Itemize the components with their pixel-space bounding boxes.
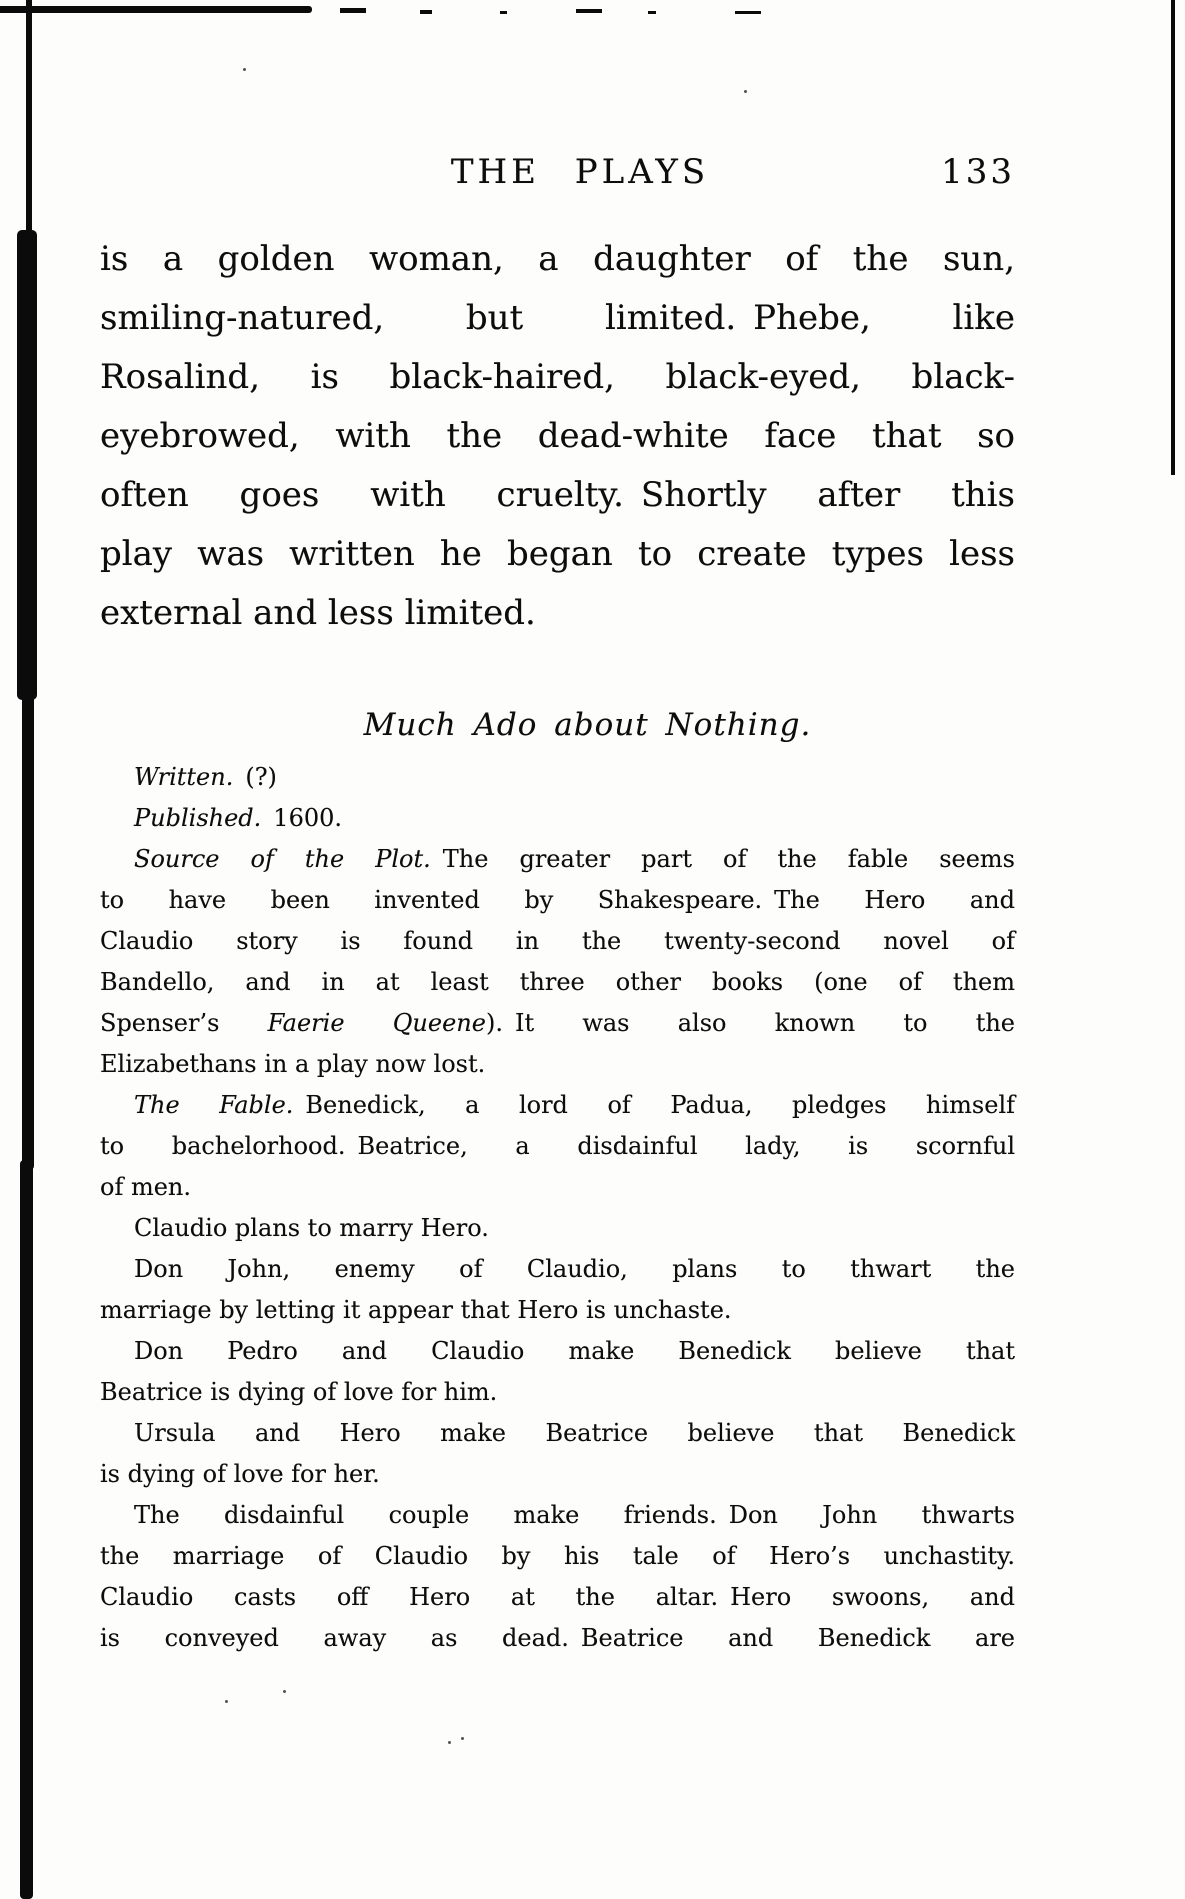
text-segment: Rosalind, is black-haired, black-eyed, black- [100, 357, 1015, 397]
intro-paragraph [100, 230, 1015, 643]
text-line [100, 1372, 1015, 1413]
text-line [100, 798, 1015, 839]
text-segment: Faerie Queene [267, 1009, 486, 1037]
scan-speck [243, 68, 246, 71]
text-segment: the marriage of Claudio by his tale of Hero’s unchastity. [100, 1542, 1015, 1570]
scan-top-edge-dash [648, 11, 656, 14]
text-segment: Ursula and Hero make Beatrice believe that Benedick [134, 1419, 1015, 1447]
text-line [100, 880, 1015, 921]
text-line [100, 921, 1015, 962]
scan-left-edge-line [17, 230, 37, 700]
text-segment: 1600. [261, 804, 343, 832]
play-details [100, 757, 1015, 1659]
scan-left-edge-line [26, 0, 32, 238]
text-line [100, 1577, 1015, 1618]
text-line [100, 1167, 1015, 1208]
text-segment: external and less limited. [100, 593, 536, 633]
text-block [100, 150, 1015, 1659]
scan-top-edge-dash [735, 11, 761, 14]
text-segment: to bachelorhood. Beatrice, a disdainful lady, is scornful [100, 1132, 1015, 1160]
scan-speck [461, 1737, 464, 1740]
page-title: THE PLAYS [450, 152, 710, 192]
text-line [100, 839, 1015, 880]
section-heading: Much Ado about Nothing. [363, 707, 812, 743]
text-segment: Bandello, and in at least three other books (one of them [100, 968, 1015, 996]
text-line [100, 348, 1015, 407]
text-segment: Elizabethans in a play now lost. [100, 1050, 486, 1078]
running-header [100, 150, 1015, 194]
text-line [100, 584, 1015, 643]
text-segment: to have been invented by Shakespeare. The Hero and [100, 886, 1015, 914]
text-segment: The greater part of the fable seems [430, 845, 1015, 873]
text-line [100, 1044, 1015, 1085]
scan-top-edge-dash [340, 8, 366, 13]
text-line [100, 1618, 1015, 1659]
page-number: 133 [941, 152, 1015, 192]
text-segment: (?) [233, 763, 277, 791]
scan-top-edge-line [0, 6, 312, 13]
text-segment: Claudio casts off Hero at the altar. Hero swoons, and [100, 1583, 1015, 1611]
text-segment: Written. [134, 763, 234, 791]
text-segment: Published. [134, 804, 262, 832]
text-segment: is dying of love for her. [100, 1460, 380, 1488]
text-line [100, 1413, 1015, 1454]
text-line [100, 1208, 1015, 1249]
text-segment: Beatrice is dying of love for him. [100, 1378, 498, 1406]
text-segment: Source of the Plot. [134, 845, 431, 873]
text-segment: play was written he began to create types less [100, 534, 1015, 574]
text-segment: Spenser’s [100, 1009, 268, 1037]
scan-speck [448, 1741, 451, 1744]
text-line [100, 407, 1015, 466]
text-line [100, 1290, 1015, 1331]
text-segment: Claudio plans to marry Hero. [134, 1214, 489, 1242]
text-line [100, 289, 1015, 348]
text-line [100, 1536, 1015, 1577]
scan-top-edge-dash [420, 10, 432, 14]
text-segment: of men. [100, 1173, 192, 1201]
text-line [100, 1331, 1015, 1372]
text-line [100, 962, 1015, 1003]
text-segment: Don John, enemy of Claudio, plans to thwart the [134, 1255, 1015, 1283]
scan-speck [744, 90, 747, 93]
text-segment: marriage by letting it appear that Hero is unchaste. [100, 1296, 732, 1324]
text-line [100, 230, 1015, 289]
text-segment: Benedick, a lord of Padua, pledges himself [293, 1091, 1016, 1119]
text-line [100, 1126, 1015, 1167]
text-segment: ). It was also known to the [485, 1009, 1016, 1037]
text-segment: often goes with cruelty. Shortly after this [100, 475, 1015, 515]
text-segment: Claudio story is found in the twenty-second novel of [100, 927, 1015, 955]
text-line [100, 1495, 1015, 1536]
scan-speck [225, 1700, 228, 1703]
text-line [100, 466, 1015, 525]
scan-speck [283, 1690, 286, 1693]
text-segment: is conveyed away as dead. Beatrice and Benedick are [100, 1624, 1015, 1652]
text-line [100, 1003, 1015, 1044]
text-segment: The disdainful couple make friends. Don John thwarts [134, 1501, 1015, 1529]
text-line [100, 1454, 1015, 1495]
scan-left-edge-line [22, 690, 34, 1170]
scan-top-edge-dash [576, 9, 602, 13]
scan-right-edge-line [1171, 0, 1175, 475]
text-segment: The Fable. [134, 1091, 294, 1119]
text-segment: smiling-natured, but limited. Phebe, like [100, 298, 1015, 338]
text-line [100, 757, 1015, 798]
text-segment: eyebrowed, with the dead-white face that so [100, 416, 1015, 456]
text-line [100, 525, 1015, 584]
text-line [100, 1249, 1015, 1290]
text-line [100, 1085, 1015, 1126]
scan-top-edge-dash [500, 11, 507, 14]
text-segment: Don Pedro and Claudio make Benedick believe that [134, 1337, 1015, 1365]
scan-left-edge-line [20, 1160, 33, 1899]
text-segment: is a golden woman, a daughter of the sun, [100, 239, 1015, 279]
